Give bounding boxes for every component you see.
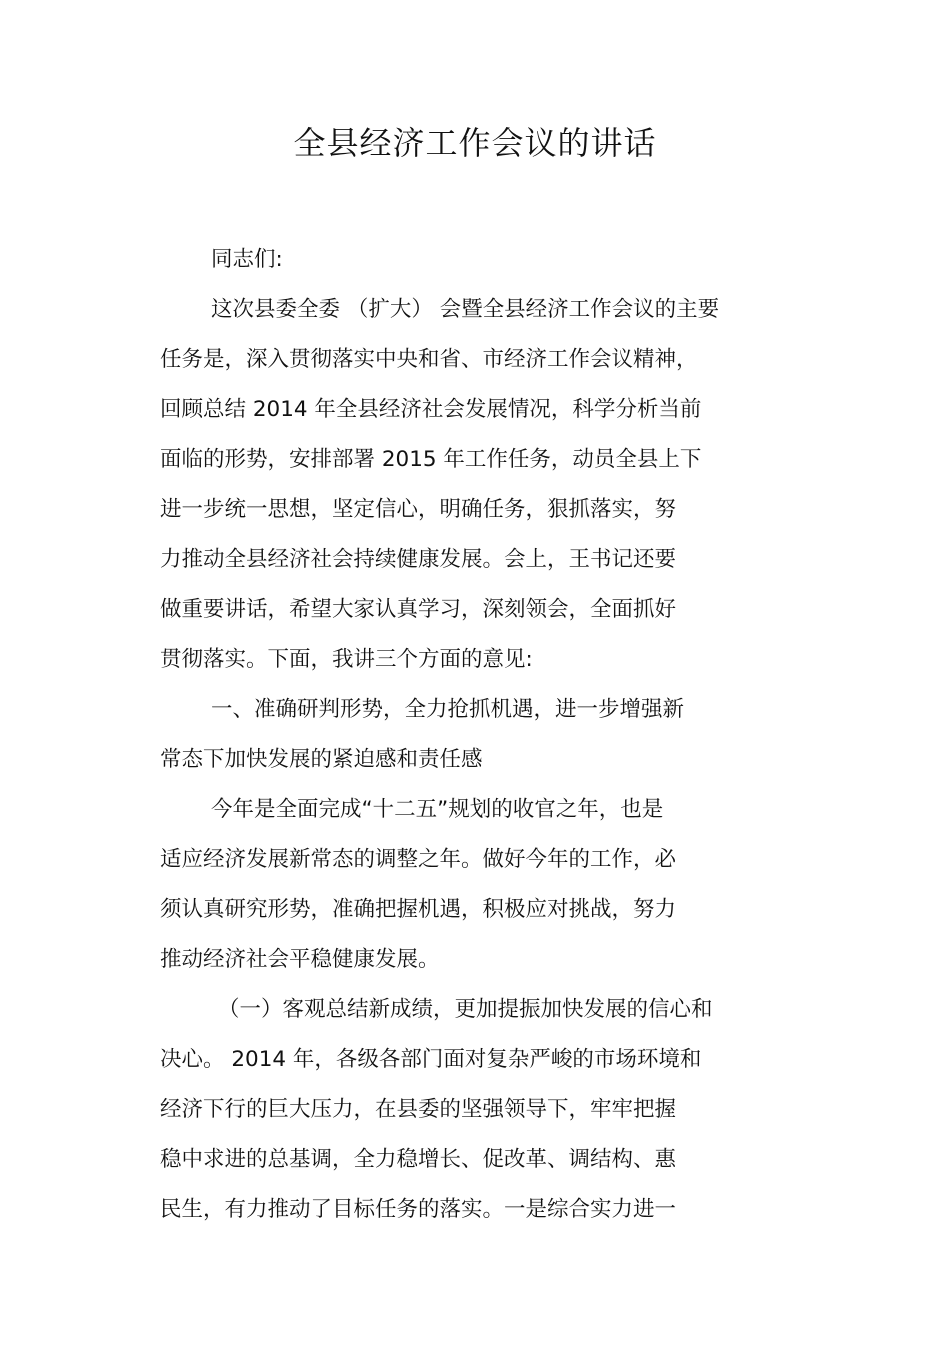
body-line: 须认真研究形势，准确把握机遇，积极应对挑战，努力: [160, 897, 677, 922]
salutation-line: 同志们:: [211, 247, 283, 272]
body-line: 适应经济发展新常态的调整之年。做好今年的工作，必: [160, 847, 677, 872]
document-title: 全县经济工作会议的讲话: [293, 124, 657, 162]
body-line: 力推动全县经济社会持续健康发展。会上，王书记还要: [160, 547, 677, 572]
body-line: 稳中求进的总基调，全力稳增长、促改革、调结构、惠: [160, 1147, 677, 1172]
body-line: 推动经济社会平稳健康发展。: [160, 947, 440, 972]
body-line: 任务是，深入贯彻落实中央和省、市经济工作会议精神，: [160, 347, 698, 372]
body-line: 进一步统一思想，坚定信心，明确任务，狠抓落实，努: [160, 497, 677, 522]
body-line: 民生，有力推动了目标任务的落实。一是综合实力进一: [160, 1197, 677, 1222]
body-line: 这次县委全委 （扩大） 会暨全县经济工作会议的主要: [211, 297, 720, 322]
body-line: 贯彻落实。下面，我讲三个方面的意见:: [160, 647, 533, 672]
body-line: 做重要讲话，希望大家认真学习，深刻领会，全面抓好: [160, 597, 677, 622]
body-line: 决心。 2014 年，各级各部门面对复杂严峻的市场环境和: [160, 1047, 702, 1072]
body-line: 回顾总结 2014 年全县经济社会发展情况，科学分析当前: [160, 397, 702, 422]
section-heading-line: 常态下加快发展的紧迫感和责任感: [160, 747, 483, 772]
body-line: 经济下行的巨大压力，在县委的坚强领导下，牢牢把握: [160, 1097, 677, 1122]
section-heading-line: 一、准确研判形势，全力抢抓机遇，进一步增强新: [211, 697, 685, 722]
body-line: 面临的形势，安排部署 2015 年工作任务，动员全县上下: [160, 447, 702, 472]
body-line: 今年是全面完成“十二五”规划的收官之年，也是: [211, 797, 664, 822]
subsection-heading-line: （一）客观总结新成绩，更加提振加快发展的信心和: [218, 997, 713, 1022]
